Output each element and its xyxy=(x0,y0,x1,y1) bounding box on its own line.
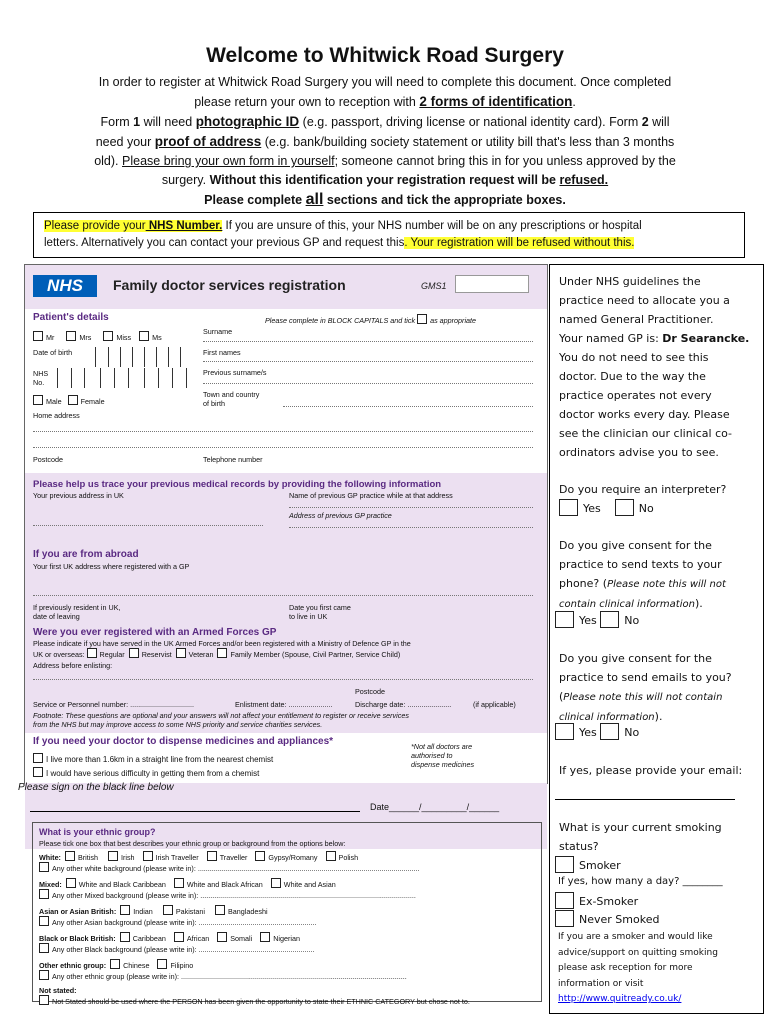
white-other[interactable]: Any other white background (please write in): ............................................................................................................... xyxy=(39,862,535,873)
date-field[interactable]: Date______/_________/______ xyxy=(370,802,500,812)
female-checkbox[interactable]: Female xyxy=(68,397,105,406)
first-uk-address-label: Your first UK address where registered with a GP xyxy=(33,562,190,571)
previous-surnames-field[interactable] xyxy=(203,383,533,384)
not-all-doctors-note: *Not all doctors are authorised to dispense medicines xyxy=(411,742,475,769)
title-options xyxy=(33,331,162,342)
text-consent-options xyxy=(555,611,639,630)
trace-heading: Please help us trace your previous medical records by providing the following information xyxy=(33,479,442,490)
indian-checkbox[interactable]: Indian xyxy=(120,907,153,916)
first-names-field[interactable] xyxy=(203,361,533,362)
armed-forces-text: Please indicate if you have served in the UK Armed Forces and/or been registered with a Ministry of Defence GP in the UK or overseas: Regular Reservist Veteran Family Member (Spouse, Civil Partner, Service Child) xyxy=(33,639,411,659)
title-ms-checkbox[interactable]: Ms xyxy=(139,333,162,342)
somali-checkbox[interactable]: Somali xyxy=(217,934,252,943)
gms1-form xyxy=(24,264,548,784)
not-stated-option[interactable]: Not Stated should be used where the PERSON has been given the opportunity to state their ETHNIC CATEGORY but chose not to. xyxy=(39,995,535,1006)
form-title: Family doctor services registration xyxy=(113,277,346,293)
named-gp-info: Under NHS guidelines the practice need to allocate you a named General Practitioner. Your named GP is: Dr Searancke. You do not need to see this doctor. Due to the way the practice operates not every doctor works every day. Please see the clinician our clinical co- ordinators advise you to see. xyxy=(559,275,750,459)
gypsy-romany-checkbox[interactable]: Gypsy/Romany xyxy=(255,853,317,862)
town-country-label: Town and country of birth xyxy=(203,390,260,408)
prev-gp-name-field[interactable] xyxy=(289,507,533,508)
discharge-label: Discharge date: ...................... xyxy=(355,700,452,709)
service-number-label: Service or Personnel number: ................................ xyxy=(33,700,194,709)
smoking-question: What is your current smoking status? xyxy=(559,821,722,853)
british-checkbox[interactable]: British xyxy=(65,853,98,862)
prev-gp-name-label: Name of previous GP practice while at that address xyxy=(289,491,453,500)
black-row: Black or Black British: Caribbean African Somali Nigerian xyxy=(39,934,301,943)
postcode-label: Postcode xyxy=(33,455,63,464)
town-country-field[interactable] xyxy=(283,406,533,407)
address-before-label: Address before enlisting: xyxy=(33,661,113,670)
email-consent-question: Do you give consent for the practice to send emails to you? (Please note this will not contain clinical information). xyxy=(559,652,732,723)
regular-checkbox[interactable]: Regular xyxy=(87,650,125,659)
armed-forces-heading: Were you ever registered with an Armed Forces GP xyxy=(33,627,277,638)
title-mr-checkbox[interactable]: Mr xyxy=(33,333,54,342)
prev-gp-address-label: Address of previous GP practice xyxy=(289,511,392,520)
asian-other[interactable]: Any other Asian background (please write in): ........................................................... xyxy=(39,916,535,927)
page-header xyxy=(0,44,770,210)
date-came-label: Date you first came to live in UK xyxy=(289,603,351,621)
signature-line[interactable] xyxy=(30,811,360,812)
caribbean-checkbox[interactable]: Caribbean xyxy=(120,934,166,943)
nhs-number-notice: Please provide your NHS Number. If you are unsure of this, your NHS number will be on any prescriptions or hospital letters. Alternatively you can contact your previous GP and request this. Your registration will be refused without this. xyxy=(33,212,745,258)
ethnic-group-section xyxy=(32,822,542,1006)
prev-resident-label: If previously resident in UK, date of leaving xyxy=(33,603,121,621)
veteran-checkbox[interactable]: Veteran xyxy=(176,650,214,659)
reservist-checkbox[interactable]: Reservist xyxy=(129,650,172,659)
quit-smoking-advice: If you are a smoker and would like advice/support on quitting smoking please ask reception for more information or visit http://www.quitready.co.uk/ xyxy=(558,930,758,1008)
interpreter-yes[interactable]: Yes xyxy=(559,502,601,515)
form-code: GMS1 xyxy=(421,281,447,291)
telephone-label: Telephone number xyxy=(203,455,263,464)
irish-checkbox[interactable]: Irish xyxy=(108,853,135,862)
ethnic-intro: Please tick one box that best describes your ethnic group or background from the options below: xyxy=(39,839,346,848)
ethnic-heading: What is your ethnic group? xyxy=(39,827,156,837)
ex-smoker-option[interactable]: Ex-Smoker xyxy=(555,892,638,911)
text-consent-yes[interactable]: Yes xyxy=(555,614,597,627)
previous-surnames-label: Previous surname/s xyxy=(203,368,267,377)
nigerian-checkbox[interactable]: Nigerian xyxy=(260,934,300,943)
prev-address-field[interactable] xyxy=(33,525,263,526)
intro-line-4: need your proof of address (e.g. bank/building society statement or utility bill that's less than 3 months xyxy=(95,134,675,149)
gms1-code-field[interactable] xyxy=(455,275,529,293)
prev-address-label: Your previous address in UK xyxy=(33,491,124,500)
male-checkbox[interactable]: Male xyxy=(33,397,62,406)
intro-line-1: In order to register at Whitwick Road Surgery you will need to complete this document. Once completed xyxy=(98,75,672,89)
page-title: Welcome to Whitwick Road Surgery xyxy=(206,44,564,67)
title-mrs-checkbox[interactable]: Mrs xyxy=(66,333,91,342)
mixed-other[interactable]: Any other Mixed background (please write in): ............................................................................................................ xyxy=(39,889,535,900)
title-miss-checkbox[interactable]: Miss xyxy=(103,333,131,342)
footnote: Footnote: These questions are optional and your answers will not affect your entitlement to register or receive services from the NHS but may improve access to some NHS priority and service charities services. xyxy=(33,711,409,729)
other-other[interactable]: Any other ethnic group (please write in): ................................................................................................................. xyxy=(39,970,535,981)
email-consent-no[interactable]: No xyxy=(600,726,639,739)
white-black-caribbean-checkbox[interactable]: White and Black Caribbean xyxy=(66,880,166,889)
intro-line-5: old). Please bring your own form in yourself; someone cannot bring this in for you unless approved by the xyxy=(94,154,676,168)
postcode2-label: Postcode xyxy=(355,687,385,696)
prev-gp-address-field[interactable] xyxy=(289,527,533,528)
intro-line-3: Form 1 will need photographic ID (e.g. passport, driving license or national identity card). Form 2 will xyxy=(100,114,670,129)
first-uk-address-field[interactable] xyxy=(33,595,533,596)
asian-row: Asian or Asian British: Indian Pakistani Bangladeshi xyxy=(39,907,268,916)
dispense-heading: If you need your doctor to dispense medicines and appliances* xyxy=(33,736,334,747)
surname-field[interactable] xyxy=(203,341,533,342)
address-before-field[interactable] xyxy=(33,679,533,680)
smoker-option[interactable]: Smoker xyxy=(555,856,621,875)
not-stated-row: Not stated: xyxy=(39,986,77,995)
white-row: White: British Irish Irish Traveller Traveller Gypsy/Romany Polish xyxy=(39,853,359,862)
never-smoked-option[interactable]: Never Smoked xyxy=(555,910,659,929)
dispense-option-1[interactable]: I live more than 1.6km in a straight line from the nearest chemist xyxy=(33,753,273,764)
white-black-african-checkbox[interactable]: White and Black African xyxy=(174,880,263,889)
surname-label: Surname xyxy=(203,327,233,336)
other-row: Other ethnic group: Chinese Filipino xyxy=(39,961,194,970)
polish-checkbox[interactable]: Polish xyxy=(326,853,359,862)
dob-field[interactable] xyxy=(95,347,195,367)
nhs-number-label: NHS No. xyxy=(33,369,49,387)
named-gp: Dr Searancke. xyxy=(662,332,750,345)
email-provide-label: If yes, please provide your email: xyxy=(559,764,743,777)
cigarettes-per-day[interactable]: If yes, how many a day? ________ xyxy=(558,876,723,887)
home-address-field-2[interactable] xyxy=(33,447,533,448)
family-member-checkbox[interactable]: Family Member (Spouse, Civil Partner, Service Child) xyxy=(217,650,400,659)
home-address-label: Home address xyxy=(33,411,80,420)
enlistment-label: Enlistment date: ...................... xyxy=(235,700,333,709)
interpreter-no[interactable]: No xyxy=(615,502,654,515)
filipino-checkbox[interactable]: Filipino xyxy=(157,961,193,970)
white-asian-checkbox[interactable]: White and Asian xyxy=(271,880,336,889)
text-consent-no[interactable]: No xyxy=(600,614,639,627)
email-consent-options xyxy=(555,723,639,742)
capitals-note: Please complete in BLOCK CAPITALS and tick as appropriate xyxy=(265,316,477,325)
dispense-option-2[interactable]: I would have serious difficulty in getting them from a chemist xyxy=(33,767,259,778)
home-address-field-1[interactable] xyxy=(33,431,533,432)
nhs-number-field[interactable] xyxy=(57,368,197,388)
irish-traveller-checkbox[interactable]: Irish Traveller xyxy=(143,853,199,862)
patient-details-heading: Patient's details xyxy=(33,312,109,323)
sign-note: Please sign on the black line below xyxy=(18,782,174,793)
interpreter-options xyxy=(559,499,654,518)
sex-options xyxy=(33,395,105,406)
intro-line-7: Please complete all sections and tick the appropriate boxes. xyxy=(204,191,566,208)
traveller-checkbox[interactable]: Traveller xyxy=(207,853,248,862)
pakistani-checkbox[interactable]: Pakistani xyxy=(163,907,205,916)
chinese-checkbox[interactable]: Chinese xyxy=(110,961,149,970)
mixed-row: Mixed: White and Black Caribbean White and Black African White and Asian xyxy=(39,880,336,889)
if-applicable-label: (if applicable) xyxy=(473,700,516,709)
dob-label: Date of birth xyxy=(33,348,73,357)
intro-line-2: please return your own to reception with 2 forms of identification. xyxy=(194,94,576,109)
bangladeshi-checkbox[interactable]: Bangladeshi xyxy=(215,907,268,916)
email-field[interactable] xyxy=(555,799,735,800)
quitready-link[interactable]: http://www.quitready.co.uk/ xyxy=(558,994,682,1004)
african-checkbox[interactable]: African xyxy=(174,934,209,943)
nhs-logo: NHS xyxy=(33,275,97,297)
text-consent-question: Do you give consent for the practice to send texts to your phone? (Please note this will not contain clinical information). xyxy=(559,539,726,610)
two-forms-id: 2 forms of identification xyxy=(419,94,573,109)
first-names-label: First names xyxy=(203,348,241,357)
black-other[interactable]: Any other Black background (please write in): .......................................................... xyxy=(39,943,535,954)
abroad-heading: If you are from abroad xyxy=(33,549,139,560)
interpreter-question: Do you require an interpreter? xyxy=(559,483,727,496)
intro-line-6: surgery. Without this identification your registration request will be refused. xyxy=(161,173,609,187)
email-consent-yes[interactable]: Yes xyxy=(555,726,597,739)
